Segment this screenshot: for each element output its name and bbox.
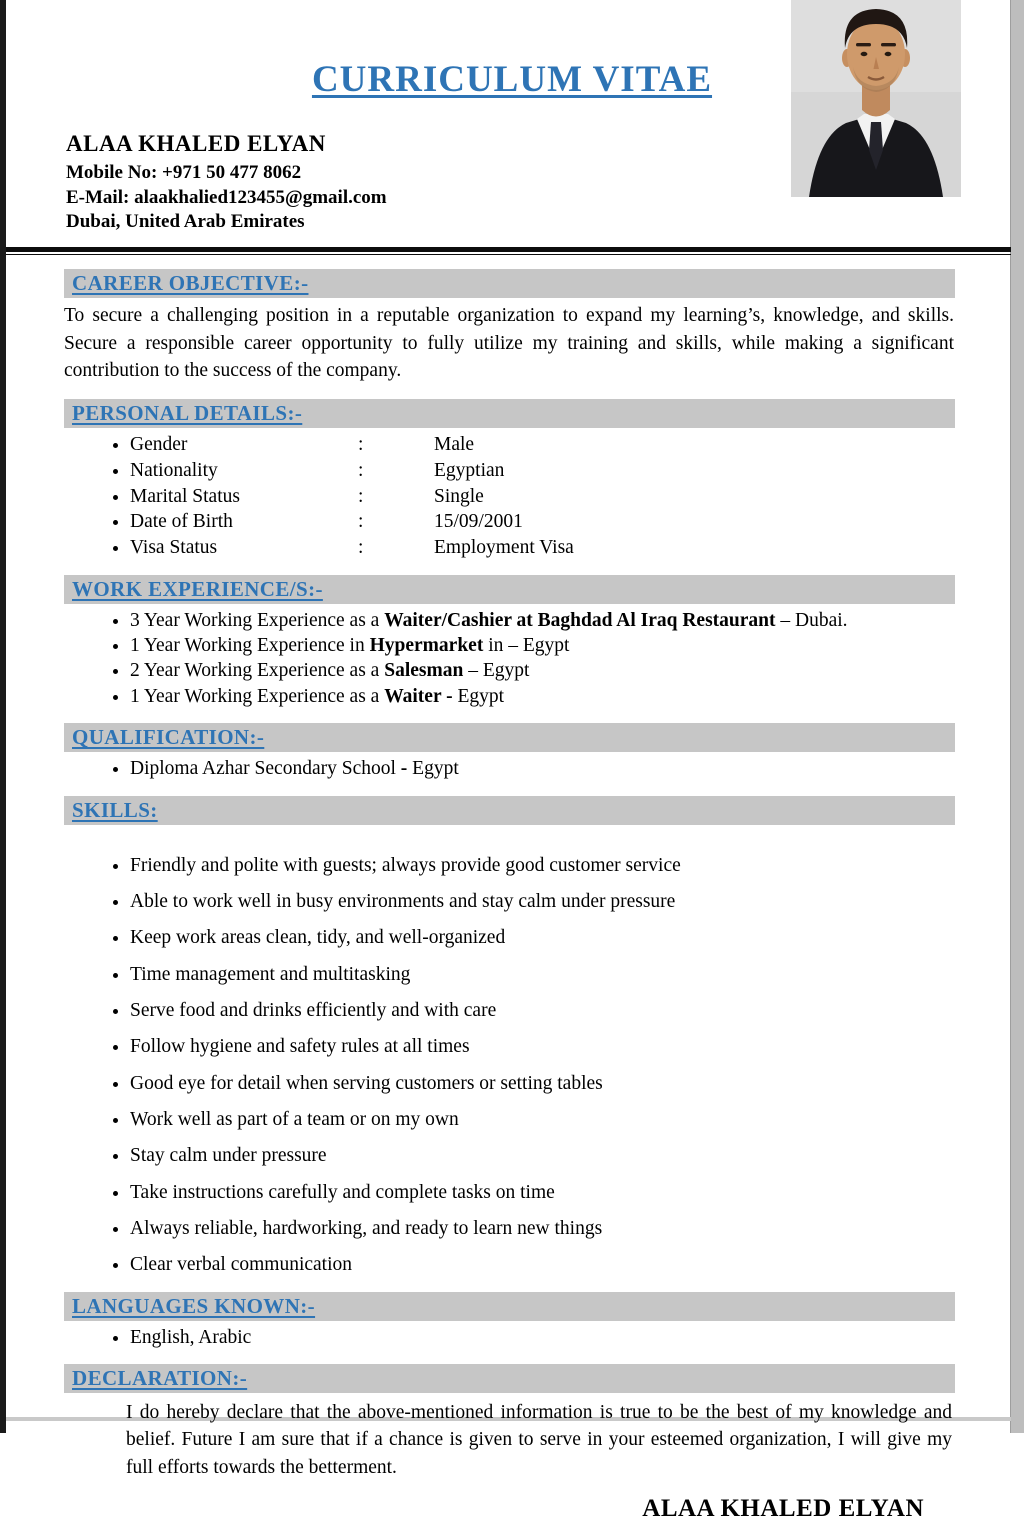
detail-separator: :: [358, 537, 364, 559]
languages-heading: LANGUAGES KNOWN:-: [72, 1293, 316, 1318]
skill-item: • Time management and multitasking: [130, 962, 954, 987]
skill-item: • Keep work areas clean, tidy, and well-organized: [130, 925, 954, 950]
skill-item: • Follow hygiene and safety rules at all times: [130, 1034, 954, 1059]
skill-item: • Friendly and polite with guests; always provide good customer service: [130, 853, 954, 878]
work-experience-list: [0, 608, 954, 709]
detail-label: Date of Birth: [130, 511, 233, 533]
work-experience-item: • 1 Year Working Experience in Hypermarket in – Egypt: [130, 633, 954, 658]
signature-name: ALAA KHALED ELYAN: [642, 1494, 924, 1522]
detail-value: Single: [434, 485, 484, 507]
personal-detail-row: [130, 458, 954, 484]
work-role: Waiter/Cashier at Baghdad Al Iraq Restaurant: [384, 609, 776, 631]
profile-photo-illustration: [791, 0, 961, 197]
skills-list: [0, 853, 954, 1278]
candidate-name: ALAA KHALED ELYAN: [66, 131, 326, 156]
detail-label: Visa Status: [130, 537, 218, 559]
detail-label: Gender: [130, 434, 188, 456]
detail-separator: :: [358, 485, 364, 507]
detail-value: 15/09/2001: [434, 511, 523, 533]
mobile-line: Mobile No: +971 50 477 8062: [66, 162, 302, 183]
section-bar-languages: [64, 1292, 955, 1321]
language-item: • English, Arabic: [130, 1325, 954, 1350]
skill-item: • Serve food and drinks efficiently and with care: [130, 998, 954, 1023]
languages-list: [0, 1325, 954, 1350]
personal-detail-row: [130, 535, 954, 561]
personal-details-heading: PERSONAL DETAILS:-: [72, 401, 303, 426]
detail-value: Egyptian: [434, 459, 505, 481]
personal-detail-row: [130, 432, 954, 458]
section-bar-declaration: [64, 1364, 955, 1393]
skill-item: • Stay calm under pressure: [130, 1143, 954, 1168]
work-experience-item: • 1 Year Working Experience as a Waiter - Egypt: [130, 684, 954, 709]
career-objective-heading: CAREER OBJECTIVE:-: [72, 271, 309, 296]
section-bar-skills: [64, 796, 955, 825]
declaration-heading: DECLARATION:-: [72, 1365, 248, 1390]
skill-item: • Always reliable, hardworking, and ready to learn new things: [130, 1216, 954, 1241]
skill-item: • Clear verbal communication: [130, 1252, 954, 1277]
personal-detail-row: [130, 484, 954, 510]
personal-detail-row: [130, 509, 954, 535]
skill-item: • Able to work well in busy environments and stay calm under pressure: [130, 889, 954, 914]
location-line: Dubai, United Arab Emirates: [66, 211, 305, 233]
page-title: CURRICULUM VITAE: [311, 59, 713, 100]
email-line: E-Mail: alaakhalied123455@gmail.com: [66, 186, 387, 208]
qualification-list: [0, 756, 954, 781]
detail-separator: :: [358, 434, 364, 456]
detail-separator: :: [358, 459, 364, 481]
work-role: Salesman: [384, 660, 464, 682]
detail-label: Nationality: [130, 459, 218, 481]
work-experience-item: • 2 Year Working Experience as a Salesman – Egypt: [130, 658, 954, 683]
career-objective-text: To secure a challenging position in a reputable organization to expand my learning’s, knowledge, and skills. Secure a responsible career opportunity to fully utilize my training and skills, while making a significant contribution to the success of the company.: [64, 305, 954, 382]
section-bar-qualification: [64, 723, 955, 752]
section-bar-work-experience: [64, 575, 955, 604]
work-experience-item: • 3 Year Working Experience as a Waiter/Cashier at Baghdad Al Iraq Restaurant – Dubai.: [130, 608, 954, 633]
declaration-text: I do hereby declare that the above-mentioned information is true to be the best of my knowledge and belief. Future I am sure that if a chance is given to serve in your esteemed organization, I will give my full efforts towards the betterment.: [126, 1401, 952, 1478]
qualification-heading: QUALIFICATION:-: [72, 725, 265, 750]
section-bar-personal-details: [64, 399, 955, 428]
personal-details-list: [0, 432, 954, 561]
skills-heading: SKILLS:: [72, 797, 158, 822]
detail-separator: :: [358, 511, 364, 533]
section-bar-career-objective: [64, 269, 955, 298]
work-role: Hypermarket: [369, 635, 484, 657]
skill-item: • Good eye for detail when serving customers or setting tables: [130, 1071, 954, 1096]
skill-item: • Work well as part of a team or on my own: [130, 1107, 954, 1132]
detail-value: Male: [434, 434, 475, 456]
detail-value: Employment Visa: [434, 537, 574, 559]
profile-photo: [791, 0, 961, 197]
work-role: Waiter -: [384, 685, 453, 707]
qualification-item: • Diploma Azhar Secondary School - Egypt: [130, 756, 954, 781]
detail-label: Marital Status: [130, 485, 240, 507]
work-experience-heading: WORK EXPERIENCE/S:-: [72, 576, 323, 601]
header-divider: [6, 247, 1011, 255]
skill-item: • Take instructions carefully and complete tasks on time: [130, 1180, 954, 1205]
